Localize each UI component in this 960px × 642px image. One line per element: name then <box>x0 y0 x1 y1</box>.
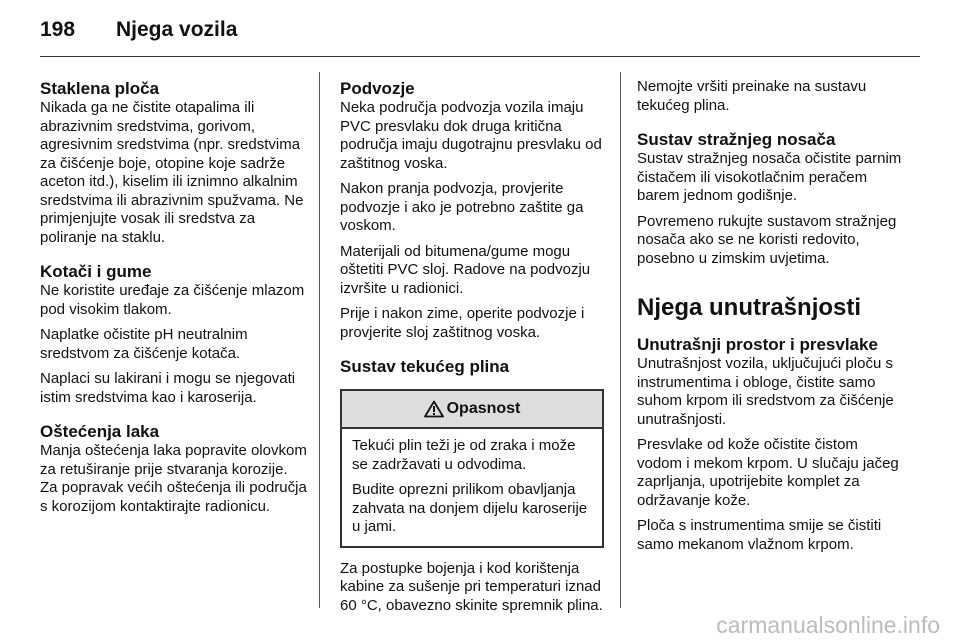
warning-triangle-icon <box>424 400 444 418</box>
page-header <box>40 10 920 50</box>
paragraph: Nemojte vršiti preinake na sustavu tekućeg plina. <box>637 78 867 114</box>
heading-njega-unutrasnjosti: Njega unutrašnjosti <box>637 294 862 321</box>
paragraph: Ne koristite uređaje za čišćenje mlazom pod visokim tlakom. <box>40 282 305 318</box>
warning-box <box>340 389 604 548</box>
paragraph: Manja oštećenja laka popravite olovkom za retuširanje prije stvaranja korozije. Za popravak većih oštećenja ili područja s korozijom kontaktirajte radionicu. <box>40 442 307 515</box>
warning-body <box>342 429 602 546</box>
heading-unutrasnji-prostor: Unutrašnji prostor i presvlake <box>637 335 878 354</box>
paragraph: Prije i nakon zime, operite podvozje i provjerite sloj zaštitnog voska. <box>340 305 585 341</box>
paragraph: Unutrašnjost vozila, uključujući ploču s instrumentima i obloge, čistite samo suhom krpom ili sredstvom za čišćenje unutrašnjosti. <box>637 355 894 428</box>
paragraph: Naplaci su lakirani i mogu se njegovati istim sredstvima kao i karoserija. <box>40 370 296 406</box>
heading-ostecenja-laka: Oštećenja laka <box>40 422 160 441</box>
watermark: carmanualsonline.info <box>716 612 940 638</box>
paragraph: Naplatke očistite pH neutralnim sredstvom za čišćenje kotača. <box>40 326 248 362</box>
warning-paragraph: Tekući plin teži je od zraka i može se zadržavati u odvodima. <box>352 437 576 473</box>
paragraph: Neka područja podvozja vozila imaju PVC presvlaku dok druga kritična područja imaju dugotrajnu presvlaku od zaštitnog voska. <box>340 99 602 172</box>
paragraph: Povremeno rukujte sustavom stražnjeg nosača ako se ne koristi redovito, posebno u zimskim uvjetima. <box>637 212 897 267</box>
warning-title: Opasnost <box>446 399 521 417</box>
section-title: Njega vozila <box>116 18 238 41</box>
heading-kotaci-i-gume: Kotači i gume <box>40 262 152 281</box>
heading-podvozje: Podvozje <box>340 79 415 98</box>
warning-header <box>342 391 602 429</box>
heading-sustav-straznjeg-nosaca: Sustav stražnjeg nosača <box>637 130 836 149</box>
paragraph: Presvlake od kože očistite čistom vodom i mekom krpom. U slučaju jačeg zaprljanja, upotrijebite komplet za održavanje kože. <box>637 436 899 509</box>
column-1 <box>40 78 308 523</box>
column-3 <box>637 78 905 561</box>
paragraph: Nikada ga ne čistite otapalima ili abrazivnim sredstvima, gorivom, agresivnim sredstvima (npr. sredstvima za čišćenje boje, otopine koje sadrže aceton itd.), kiselim ili iznimno alkalnim sredstvima ili abrazivnim spužvama. Ne primjenjujte vosak ili sredstva za poliranje na staklu. <box>40 99 304 246</box>
paragraph: Nakon pranja podvozja, provjerite podvozje i ako je potrebno zaštite ga voskom. <box>340 180 584 234</box>
paragraph: Ploča s instrumentima smije se čistiti samo mekanom vlažnom krpom. <box>637 517 882 553</box>
header-rule <box>40 56 920 57</box>
column-divider-1 <box>319 72 320 608</box>
column-divider-2 <box>620 72 621 608</box>
column-2 <box>340 78 604 622</box>
warning-paragraph: Budite oprezni prilikom obavljanja zahvata na donjem dijelu karoserije u jami. <box>352 481 588 535</box>
paragraph: Sustav stražnjeg nosača očistite parnim čistačem ili visokotlačnim peračem barem jednom godišnje. <box>637 150 902 204</box>
heading-sustav-tekuceg-plina: Sustav tekućeg plina <box>340 357 510 376</box>
page-number: 198 <box>40 18 76 41</box>
paragraph: Materijali od bitumena/gume mogu oštetiti PVC sloj. Radove na podvozju izvršite u radionici. <box>340 242 591 297</box>
heading-staklena-ploca: Staklena ploča <box>40 79 160 98</box>
paragraph: Za postupke bojenja i kod korištenja kabine za sušenje pri temperaturi iznad 60 °C, obavezno skinite spremnik plina. <box>340 559 603 614</box>
